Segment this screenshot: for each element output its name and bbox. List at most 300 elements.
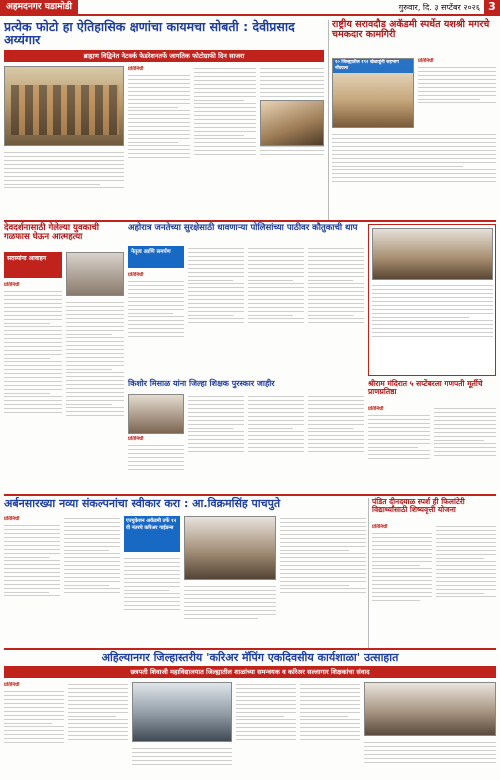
body-text-line [248,404,304,405]
body-text-line [66,407,124,408]
body-text-line [4,361,62,362]
story1-byline: प्रतिनिधी [128,66,144,72]
body-text-line [248,420,304,421]
body-text-line [236,684,296,685]
body-text-line [188,299,244,300]
body-text-line [4,291,62,292]
body-text-line [4,699,64,700]
body-text-line [4,715,64,716]
body-text-line [66,326,124,327]
body-text-line [300,708,360,709]
body-text-line [184,614,276,615]
story6-column-2 [434,406,496,492]
body-text-line [194,150,256,151]
body-text-line [308,420,364,421]
body-text-line [248,443,304,444]
body-text-line [372,328,493,329]
body-text-line [436,526,496,527]
body-text-line [300,735,360,736]
body-text-line [184,598,276,599]
body-text-line [188,295,244,296]
body-text-line [66,349,124,350]
body-text-line [236,708,296,709]
body-text-line [4,389,62,390]
body-text-line [124,601,180,602]
body-text-line [4,342,62,343]
story5-photo [128,394,184,434]
body-text-line [4,572,60,573]
body-text-line [236,692,296,693]
body-text-line [68,731,128,732]
body-text-line [128,461,184,462]
story9-headline: अहिल्यानगर जिल्हास्तरीय 'करिअर मॅपिंग एकदिवसीय कार्यशाळा' उत्साहात [101,651,399,664]
body-text-line [436,581,496,582]
body-text-line [188,283,244,284]
body-text-line [68,692,128,693]
body-text-line [188,435,244,436]
body-text-line [308,295,364,296]
story4-sidebar [368,224,496,376]
body-text-line [4,525,60,526]
body-text-line [194,142,256,143]
body-text-line [308,404,364,405]
body-text-line [308,318,364,319]
body-text-line [300,723,360,724]
body-text-line [188,400,244,401]
body-text-line [248,439,304,440]
body-text-line [4,172,124,173]
story4-headline: अहोरात्र जनतेच्या सुरक्षेसाठी धावणाऱ्या पोलिसांच्या पाठीवर कौतुकाची थाप [128,223,358,233]
body-text-line [194,115,256,116]
body-text-line [66,337,124,338]
body-text-line [332,158,496,159]
body-text-line [434,420,496,421]
body-text-line [332,169,496,170]
body-text-line [418,95,496,96]
body-text-line [4,695,64,696]
body-text-line [66,392,124,393]
body-text-line [372,301,493,302]
body-text-line [4,588,60,589]
story3-photo [66,252,124,296]
body-text-line [308,283,364,284]
body-text-line [436,538,496,539]
body-text-line [188,443,244,444]
body-text-line [372,576,432,577]
body-text-line [66,384,124,385]
body-text-line [188,424,244,425]
page-header [0,0,500,16]
story3-sidebox [4,252,62,278]
body-text-line [64,557,120,558]
body-text-line [248,291,304,292]
body-text-line [308,412,364,413]
body-text-line [436,577,496,578]
body-text-line [4,408,62,409]
body-text-line [194,92,256,93]
body-text-line [128,332,184,333]
body-text-line [128,328,184,329]
story3-headline: देवदर्शनासाठी गेलेल्या युवकाची गळफास घेऊन आत्महत्या [4,223,100,242]
body-text-line [128,309,184,310]
body-text-line [128,122,190,123]
body-text-line [260,92,324,93]
body-text-line [372,320,493,321]
story8-headline: अर्बनसारख्या नव्या संकल्पनांचा स्वीकार करा : आ.विक्रमसिंह पाचपुते [4,497,281,510]
body-text-line [372,600,420,601]
body-text-line [308,322,364,323]
body-text-line [66,396,124,397]
body-text-line [128,134,190,135]
body-text-line [128,293,184,294]
body-text-line [4,307,62,308]
body-text-line [332,142,496,143]
body-text-line [4,560,60,561]
body-text-line [280,530,366,531]
body-text-line [194,119,256,120]
body-text-line [188,311,244,312]
body-text-line [66,400,124,401]
body-text-line [64,561,120,562]
body-text-line [248,248,304,249]
body-text-line [436,593,484,594]
body-text-line [248,408,304,409]
body-text-line [372,285,493,286]
story4-column-2 [188,246,244,376]
body-text-line [188,416,244,417]
body-text-line [434,447,496,448]
story8-column-1 [4,516,60,646]
body-text-line [4,338,62,339]
body-text-line [132,756,232,757]
body-text-line [194,154,256,155]
body-text-line [4,691,64,692]
body-text-line [300,719,360,720]
body-text-line [68,735,128,736]
story4-badge [128,246,184,268]
story9-subhead: छत्रपती शिवाजी महाविद्यालयात जिल्ह्यातील शाळांच्या समन्वयक व करिअर सल्लागार शिक्षकांचा संवाद [4,666,496,678]
body-text-line [194,80,256,81]
body-text-line [194,131,256,132]
body-text-line [280,557,366,558]
body-text-line [128,110,190,111]
body-text-line [372,561,432,562]
body-text-line [66,372,124,373]
body-text-line [4,703,64,704]
body-text-line [64,565,120,566]
story7-headline: पंडित दीनदयाळ स्पर्श ही फिलांटेरी विद्यार्थ्यांसाठी शिष्यवृत्ती योजना [372,497,465,514]
body-text-line [248,268,304,269]
body-text-line [248,315,293,316]
body-text-line [64,569,120,570]
body-text-line [194,111,256,112]
body-text-line [4,711,64,712]
body-text-line [194,76,256,77]
body-text-line [308,447,364,448]
body-text-line [128,313,173,314]
body-text-line [64,518,120,519]
body-text-line [128,301,184,302]
body-text-line [248,318,304,319]
body-text-line [372,324,493,325]
body-text-line [66,310,124,311]
story4-column-1 [128,272,184,376]
story1-photo [4,66,124,146]
story8-column-2 [64,516,120,646]
body-text-line [4,319,62,320]
body-text-line [280,534,366,535]
body-text-line [364,758,496,759]
body-text-line [260,72,324,73]
dateline: गुरुवार, दि. ३ सप्टेंबर २०२६ [398,2,480,12]
story5-column-4 [308,394,364,492]
body-text-line [184,618,258,619]
body-text-line [194,107,256,108]
body-text-line [194,127,256,128]
body-text-line [128,130,190,131]
body-text-line [308,268,364,269]
body-text-line [68,708,128,709]
body-text-line [188,420,244,421]
body-text-line [132,752,232,753]
body-text-line [434,451,496,452]
body-text-line [368,458,430,459]
body-text-line [4,707,64,708]
body-text-line [188,404,244,405]
body-text-line [64,530,120,531]
body-text-line [308,299,364,300]
body-text-line [68,739,128,740]
body-text-line [64,550,109,551]
body-text-line [128,305,184,306]
body-text-line [4,400,62,401]
body-text-line [66,318,124,319]
body-text-line [194,72,256,73]
body-text-line [4,168,124,169]
body-text-line [128,103,190,104]
body-text-line [248,322,304,323]
body-text-line [248,311,304,312]
body-text-line [236,696,296,697]
body-text-line [4,315,62,316]
body-text-line [124,582,180,583]
body-text-line [188,252,244,253]
body-text-line [188,447,244,448]
body-text-line [124,566,180,567]
body-text-line [128,445,184,446]
story8-byline: प्रतिनिधी [4,516,20,522]
body-text-line [248,424,304,425]
body-text-line [64,534,120,535]
masthead: अहमदनगर घडामोडी [0,0,78,14]
body-text-line [66,302,124,303]
body-text-line [128,87,190,88]
body-text-line [436,565,496,566]
body-text-line [372,565,420,566]
body-text-line [188,322,244,323]
body-text-line [4,730,64,731]
body-text-line [124,593,180,594]
body-text-line [372,297,493,298]
body-text-line [236,716,284,717]
body-text-line [300,700,360,701]
body-text-line [184,594,276,595]
body-text-line [128,153,190,154]
body-text-line [308,256,364,257]
body-text-line [128,75,190,76]
body-text-line [280,573,366,574]
body-text-line [372,293,493,294]
body-text-line [128,457,184,458]
body-text-line [66,353,124,354]
body-text-line [128,79,190,80]
body-text-line [248,264,304,265]
body-text-line [364,746,496,747]
body-text-line [4,557,49,558]
body-text-line [300,716,348,717]
body-text-line [4,334,62,335]
body-text-line [308,280,353,281]
body-text-line [368,431,430,432]
story1-photo-2 [260,100,324,146]
body-text-line [372,592,432,593]
body-text-line [436,585,496,586]
body-text-line [434,408,496,409]
body-text-line [436,569,496,570]
body-text-line [64,538,120,539]
body-text-line [332,177,496,178]
story1-column-1 [128,66,190,216]
body-text-line [308,396,364,397]
body-text-line [372,549,432,550]
body-text-line [194,138,256,139]
body-text-line [248,396,304,397]
body-text-line [4,412,62,413]
story2-headline: राष्ट्रीय सरावदौड अकॅडमी स्पर्धेत यशश्री मगरचे चमकदार कामगिरी [332,19,490,40]
story4-column-3 [248,246,304,376]
body-text-line [4,404,62,405]
story9-column-2 [68,682,128,778]
body-text-line [418,87,496,88]
body-text-line [194,96,256,97]
body-text-line [300,712,360,713]
body-text-line [372,289,493,290]
body-text-line [128,281,184,282]
body-text-line [236,723,296,724]
body-text-line [434,416,496,417]
body-text-line [372,313,493,314]
body-text-line [128,83,190,84]
body-text-line [4,152,124,153]
body-text-line [128,157,190,158]
body-text-line [418,102,496,103]
body-text-line [248,400,304,401]
body-text-line [66,330,124,331]
body-text-line [436,542,496,543]
body-text-line [300,739,360,740]
body-text-line [280,538,366,539]
body-text-line [68,700,128,701]
story1-subhead: ब्राह्मण विद्विनेत नेटवर्क फेडरेशनतर्फे जागतिक फोटोग्राफी दिन साजरा [4,50,324,62]
body-text-line [132,748,232,749]
body-text-line [418,99,480,100]
body-text-line [364,754,496,755]
body-text-line [188,412,244,413]
body-text-line [372,553,432,554]
story8-badge-text: एज्युकेशन अकॅडमी तर्फे १२ वी नंतरचे करिअर गाईडन्स [126,518,177,531]
story1-headline: प्रत्येक फोटो हा ऐतिहासिक क्षणांचा कायमचा सोबती : देवीप्रसाद अय्यंगार [4,19,295,48]
body-text-line [280,553,366,554]
story9-photo-2 [364,682,496,736]
story6-headline: श्रीराम मंदिरात ५ सप्टेंबरला गणपती मूर्तीचे प्राणप्रतिष्ठा [368,379,483,396]
body-text-line [4,568,60,569]
body-text-line [4,156,124,157]
body-text-line [236,735,296,736]
body-text-line [188,408,244,409]
body-text-line [308,264,364,265]
story1-column-4 [4,150,124,216]
body-text-line [66,365,124,366]
body-text-line [280,569,366,570]
body-text-line [308,260,364,261]
body-text-line [248,299,304,300]
body-text-line [4,393,50,394]
body-text-line [4,184,100,185]
story2-column-1 [418,58,496,128]
body-text-line [128,289,184,290]
body-text-line [308,303,364,304]
body-text-line [368,454,430,455]
body-text-line [236,739,296,740]
body-text-line [194,100,244,101]
body-text-line [300,692,360,693]
body-text-line [188,276,244,277]
column-divider-2 [368,498,369,648]
body-text-line [194,123,256,124]
body-text-line [188,256,244,257]
body-text-line [124,574,180,575]
body-text-line [64,585,109,586]
body-text-line [300,731,360,732]
body-text-line [66,380,124,381]
story6-column-1 [368,406,430,492]
column-divider [328,20,329,220]
story2-byline: प्रतिनिधी [418,58,434,64]
body-text-line [308,272,364,273]
body-text-line [434,436,496,437]
body-text-line [4,533,60,534]
body-text-line [4,545,60,546]
body-text-line [308,435,364,436]
body-text-line [248,428,293,429]
story9-column-4 [236,682,296,778]
body-text-line [128,449,184,450]
story8-badge [124,516,180,552]
story1-column-2 [194,66,256,216]
body-text-line [280,546,366,547]
body-text-line [418,91,496,92]
body-text-line [236,688,296,689]
story9-column-1 [4,682,64,778]
body-text-line [188,439,244,440]
body-text-line [184,606,276,607]
body-text-line [4,303,62,304]
section-rule-3 [4,648,496,650]
body-text-line [260,96,324,97]
body-text-line [434,432,496,433]
body-text-line [248,303,304,304]
body-text-line [368,443,430,444]
